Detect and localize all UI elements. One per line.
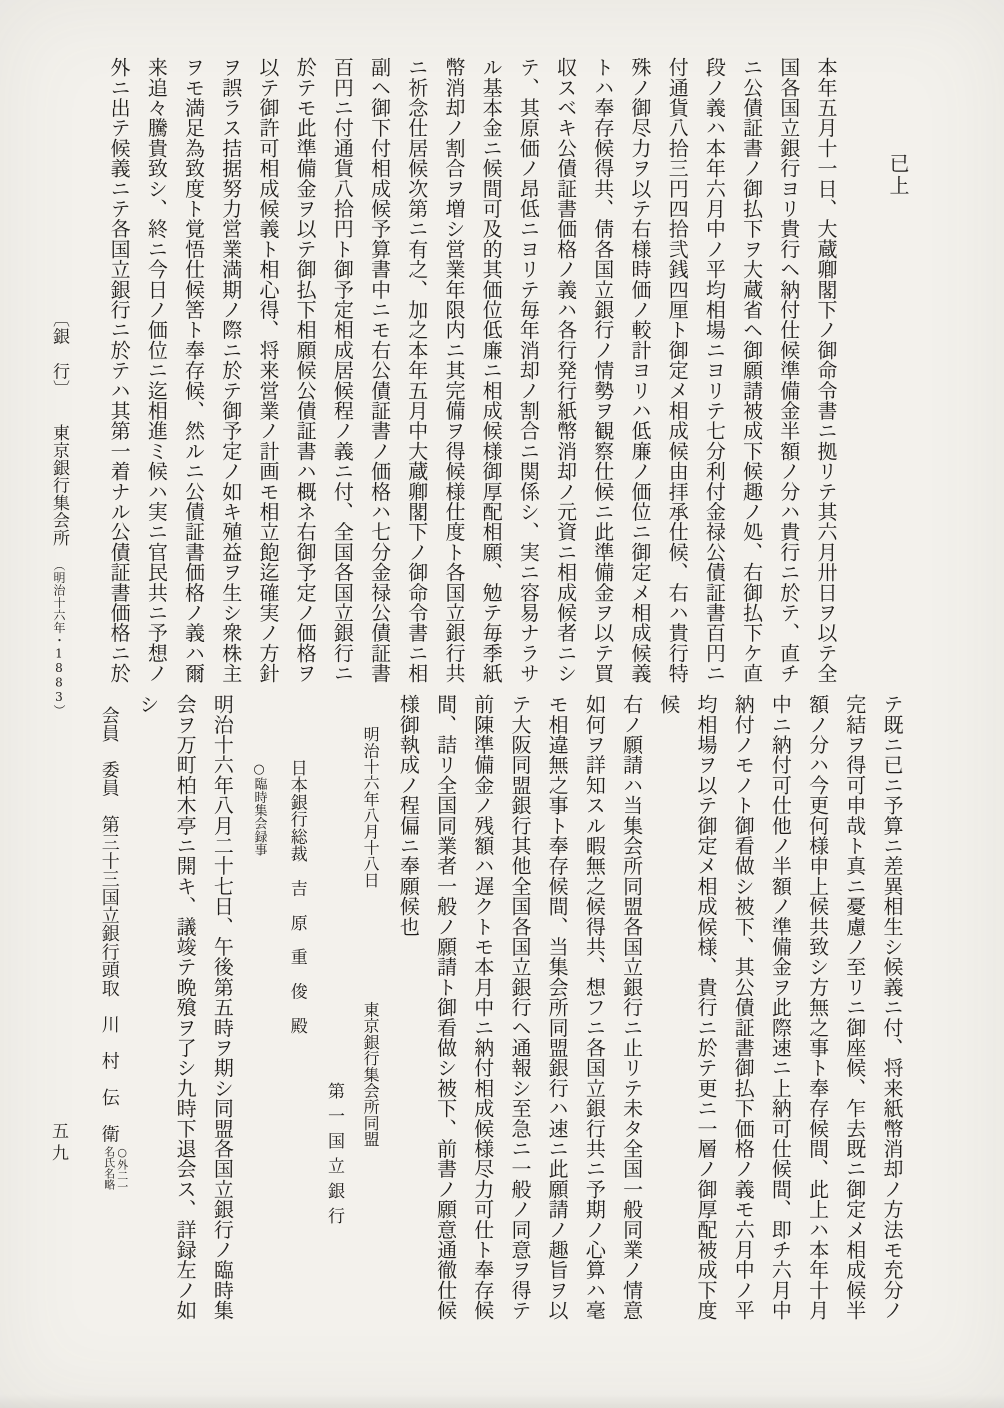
text-column: ○臨時集会録事 (251, 762, 267, 857)
text-column: ニ公債証書ノ御払下ヲ大蔵省ヘ御願請被成下候趣ノ処、右御払下ケ直 (739, 57, 764, 684)
text-column: 本年五月十一日、大蔵卿閣下ノ御命令書ニ拠リテ其六月卅日ヲ以テ全 (814, 57, 838, 684)
text-column: ル基本金ニ候間可及的其価位低廉ニ相成候様御厚配相願、勉テ毎季紙 (479, 57, 504, 684)
text-column: 来追々騰貴致シ、終ニ今日ノ価位ニ迄相進ミ候ハ実ニ官民共ニ予想ノ (144, 57, 169, 684)
text-column: 段ノ義ハ本年六月中ノ平均相場ニヨリテ七分利付金禄公債証書百円ニ (702, 57, 727, 684)
margin-year-label: （明治十六年・1883） (52, 558, 66, 717)
text-column: ヲモ満足為致度ト覚悟仕候筈ト奉存候、然ルニ公債証書価格ノ義ハ爾 (181, 57, 206, 684)
letter-body-upper-block (100, 57, 844, 693)
text-column: 於テモ此準備金ヲ以テ御払下相願候公債証書ハ概ネ右御予定ノ価格ヲ (293, 57, 318, 684)
letter-body-lower-block (92, 694, 910, 1338)
text-column: テ大阪同盟銀行其他全国各国立銀行ヘ通報シ至急ニ一般ノ同意ヲ得テ (507, 694, 532, 1321)
text-column: 候 (656, 694, 681, 715)
text-column: 額ノ分ハ今更何様申上候共致シ方無之事ト奉存候間、此上ハ本年十月 (805, 694, 830, 1321)
margin-running-title (47, 272, 91, 752)
text-column: 副ヘ御下付相成候予算書中ニモ右公債証書ノ価格ハ七分金禄公債証書 (367, 57, 392, 684)
text-column: テ既ニ已ニ予算ニ差異相生シ候義ニ付、将来紙幣消却ノ方法モ充分ノ (880, 694, 904, 1321)
text-column: 明治十六年八月十八日 東京銀行集会所同盟 (361, 726, 381, 1148)
margin-category-and-source: 〔銀 行〕 東京銀行集会所 (49, 310, 69, 547)
text-column: 如何ヲ詳知スル暇無之候得共、想フニ各国立銀行共ニ予期ノ心算ハ毫 (582, 694, 607, 1321)
text-column: テ、其原価ノ昂低ニヨリテ毎年消却ノ割合ニ関係シ、実ニ容易ナラサ (516, 57, 541, 684)
text-column: 明治十六年八月二十七日、午後第五時ヲ期シ同盟各国立銀行ノ臨時集 (210, 694, 235, 1321)
text-column: 間、詰リ全国同業者一般ノ願請ト御看做シ被下、前書ノ願意通徹仕候 (433, 694, 458, 1321)
text-column: 右ノ願請ハ当集会所同盟各国立銀行ニ止リテ未タ全国一般同業ノ情意 (619, 694, 644, 1321)
text-column: 殊ノ御尽力ヲ以テ右様時価ノ較計ヨリハ低廉ノ価位ニ御定メ相成候義 (627, 57, 652, 684)
text-column: トハ奉存候得共、倩各国立銀行ノ情勢ヲ観察仕候ニ此準備金ヲ以テ買 (590, 57, 615, 684)
closing-mark: 已上 (886, 153, 910, 197)
text-column: 会ヲ万町柏木亭ニ開キ、議竣テ晩飱ヲ了シ九時下退会ス、詳録左ノ如 (173, 694, 198, 1321)
text-column: 様御執成ノ程偏ニ奉願候也 (396, 694, 421, 937)
inline-small-note (103, 1146, 129, 1192)
text-column: 日本銀行総裁 吉 原 重 俊 殿 (286, 759, 307, 1035)
text-column: 納付ノモノト御看做シ被下、其公債証書御払下価格ノ義モ六月中ノ平 (731, 694, 756, 1321)
text-column: 中ニ納付可仕他ノ半額ノ準備金ヲ此際速ニ上納可仕候間、即チ六月中 (768, 694, 793, 1321)
text-column: シ (135, 694, 160, 715)
text-column: 会員 委員 第三十三国立銀行頭取 川 村 伝 衛 ○外二一 名氏名略 (98, 706, 129, 1192)
text-column: ヲ誤ラス拮据努力営業満期ノ際ニ於テ御予定ノ如キ殖益ヲ生シ衆株主 (218, 57, 243, 684)
text-column: 百円ニ付通貨八拾円ト御予定相成居候程ノ義ニ付、全国各国立銀行ニ (330, 57, 355, 684)
text-column: モ相違無之事ト奉存候間、当集会所同盟銀行ハ速ニ此願請ノ趣旨ヲ以 (545, 694, 570, 1321)
text-column: ニ祈念仕居候次第ニ有之、加之本年五月中大蔵卿閣下ノ御命令書ニ相 (404, 57, 429, 684)
note-left-line: 名氏名略 (102, 1145, 116, 1190)
text-column: 前陳準備金ノ残額ハ遅クトモ本月中ニ納付相成候様尽力可仕ト奉存候 (470, 694, 495, 1321)
page-number: 五九 (48, 1122, 68, 1166)
text-column: 外ニ出テ候義ニテ各国立銀行ニ於テハ其第一着ナル公債証書価格ニ於 (107, 57, 132, 684)
note-right-line: ○外二一 (115, 1145, 129, 1192)
text-column: 国各国立銀行ヨリ貴行ヘ納付仕候準備金半額ノ分ハ貴行ニ於テ、直チ (776, 57, 801, 684)
text-column: 以テ御許可相成候義ト相心得、将来営業ノ計画モ相立飽迄確実ノ方針 (255, 57, 280, 684)
text-column: 第一国立銀行 (323, 1082, 344, 1232)
text-column: 完結ヲ得可申哉ト真ニ憂慮ノ至リニ御座候、乍去既ニ御定メ相成候半 (842, 694, 867, 1321)
text-column: 幣消却ノ割合ヲ増シ営業年限内ニ其完備ヲ得候様仕度ト各国立銀行共 (441, 57, 466, 684)
text-column: 均相場ヲ以テ御定メ相成候様、貴行ニ於テ更ニ一層ノ御厚配被成下度 (693, 694, 718, 1321)
text-column: 付通貨八拾三円四拾弐銭四厘ト御定メ相成候由拝承仕候、右ハ貴行特 (665, 57, 690, 684)
text-column: 収スベキ公債証書価格ノ義ハ各行発行紙幣消却ノ元資ニ相成候者ニシ (553, 57, 578, 684)
